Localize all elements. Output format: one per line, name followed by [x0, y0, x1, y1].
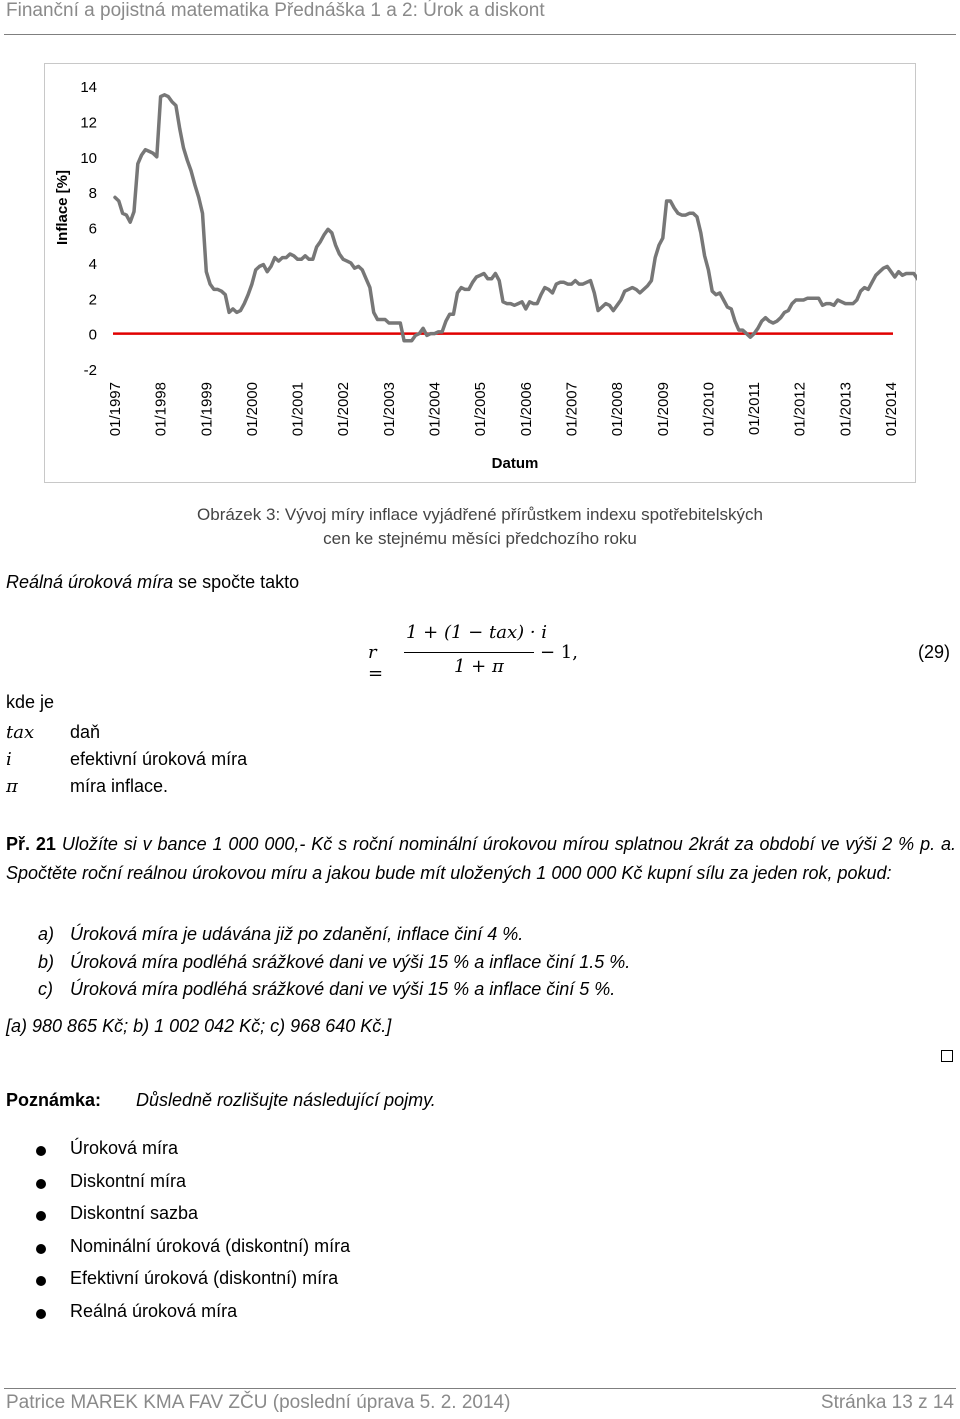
- y-axis-label: Inflace [%]: [54, 169, 71, 246]
- note-text: Důsledně rozlišujte následující pojmy.: [136, 1090, 436, 1110]
- y-tick-label: 8: [88, 185, 97, 203]
- bullet-icon: [36, 1309, 46, 1319]
- formula-lhs: r =: [368, 642, 384, 684]
- y-tick-label: 6: [88, 220, 97, 238]
- bullet-icon: [36, 1146, 46, 1156]
- x-axis-label: Datum: [491, 455, 539, 472]
- caption-line-1: Obrázek 3: Vývoj míry inflace vyjádřené přírůstkem indexu spotřebitelských: [197, 505, 763, 524]
- inflation-series-line: [115, 95, 917, 341]
- x-tick-label: 01/2001: [289, 382, 307, 437]
- footer-page-number: Stránka 13 z 14: [820, 1392, 954, 1413]
- footer-author: Patrice MAREK KMA FAV ZČU (poslední úprava 5. 2. 2014): [6, 1392, 511, 1413]
- x-tick-label: 01/2007: [563, 382, 581, 437]
- x-tick-label: 01/2000: [243, 382, 261, 437]
- case-label: c): [38, 979, 53, 999]
- y-tick-label: -2: [83, 362, 97, 379]
- example-label: Př. 21: [6, 834, 56, 854]
- x-tick-label: 01/1997: [107, 382, 124, 437]
- term-text: Diskontní sazba: [70, 1203, 199, 1224]
- bullet-icon: [36, 1244, 46, 1254]
- term-text: Efektivní úroková (diskontní) míra: [70, 1268, 339, 1289]
- bullet-icon: [36, 1211, 46, 1221]
- y-tick-label: 12: [80, 114, 97, 132]
- x-tick-label: 01/2006: [517, 382, 535, 437]
- definition-symbol: π: [6, 776, 18, 797]
- y-tick-label: 2: [88, 291, 97, 309]
- case-label: a): [38, 924, 55, 944]
- case-text: Úroková míra je udávána již po zdanění, inflace činí 4 %.: [70, 924, 524, 944]
- x-tick-label: 01/2010: [700, 382, 718, 437]
- definitions-heading: kde je: [6, 692, 55, 712]
- fraction-bar: [404, 652, 534, 653]
- intro-term: Reálná úroková míra: [6, 572, 174, 592]
- end-of-example-box-icon: [941, 1050, 953, 1062]
- x-tick-label: 01/1998: [152, 382, 170, 437]
- y-tick-label: 10: [80, 149, 97, 167]
- bullet-icon: [36, 1179, 46, 1189]
- header-rule: [4, 34, 956, 35]
- case-label: b): [38, 951, 55, 972]
- caption-line-2: cen ke stejnému měsíci předchozího roku: [323, 529, 637, 548]
- y-tick-label: 0: [88, 326, 97, 344]
- x-tick-label: 01/2014: [883, 382, 900, 437]
- footer-rule: [4, 1388, 956, 1389]
- page-header: Finanční a pojistná matematika Přednáška 1 a 2: Úrok a diskont: [6, 0, 545, 21]
- figure-caption: [160, 503, 800, 551]
- formula-tail: − 1,: [540, 642, 578, 663]
- definition-text: míra inflace.: [70, 776, 169, 796]
- case-text: Úroková míra podléhá srážkové dani ve výši 15 % a inflace činí 1.5 %.: [70, 951, 631, 972]
- equation-number: (29): [918, 642, 951, 662]
- x-tick-label: 01/2004: [426, 382, 444, 437]
- inflation-chart: [44, 63, 916, 483]
- definition-text: efektivní úroková míra: [70, 749, 248, 769]
- intro-rest: se spočte takto: [173, 572, 300, 592]
- term-text: Diskontní míra: [70, 1170, 187, 1191]
- x-tick-label: 01/2013: [837, 382, 855, 437]
- definition-symbol: i: [6, 749, 12, 770]
- term-text: Úroková míra: [70, 1138, 179, 1158]
- x-tick-label: 01/2011: [746, 382, 764, 436]
- formula-denominator: 1 + π: [454, 656, 504, 677]
- x-tick-label: 01/2003: [380, 382, 398, 437]
- note-label: Poznámka:: [6, 1090, 102, 1110]
- example-21: [6, 830, 956, 888]
- formula-numerator: 1 + (1 − tax) · i: [406, 622, 548, 643]
- y-tick-label: 4: [88, 255, 97, 273]
- x-tick-label: 01/2009: [654, 382, 672, 437]
- x-tick-label: 01/2012: [791, 382, 809, 437]
- x-tick-label: 01/2005: [472, 382, 490, 437]
- x-tick-label: 01/2002: [335, 382, 353, 437]
- case-text: Úroková míra podléhá srážkové dani ve výši 15 % a inflace činí 5 %.: [70, 979, 616, 999]
- definition-text: daň: [70, 722, 101, 742]
- chart-svg: [45, 64, 917, 484]
- example-answer: [a) 980 865 Kč; b) 1 002 042 Kč; c) 968 640 Kč.]: [6, 1016, 392, 1036]
- term-text: Reálná úroková míra: [70, 1300, 238, 1321]
- bullet-icon: [36, 1276, 46, 1286]
- intro-sentence: [6, 572, 299, 593]
- term-text: Nominální úroková (diskontní) míra: [70, 1235, 351, 1256]
- example-text: Uložíte si v bance 1 000 000,- Kč s roční nominální úrokovou mírou splatnou 2krát za období ve výši 2 % p. a. Spočtěte roční reálnou úrokovou míru a jakou bude mít uložených 1 000 000 Kč kupní sílu za jeden rok, pokud:: [6, 834, 956, 883]
- x-tick-label: 01/2008: [609, 382, 627, 437]
- x-tick-label: 01/1999: [198, 382, 216, 437]
- definition-symbol: tax: [6, 722, 35, 743]
- y-tick-label: 14: [80, 79, 97, 96]
